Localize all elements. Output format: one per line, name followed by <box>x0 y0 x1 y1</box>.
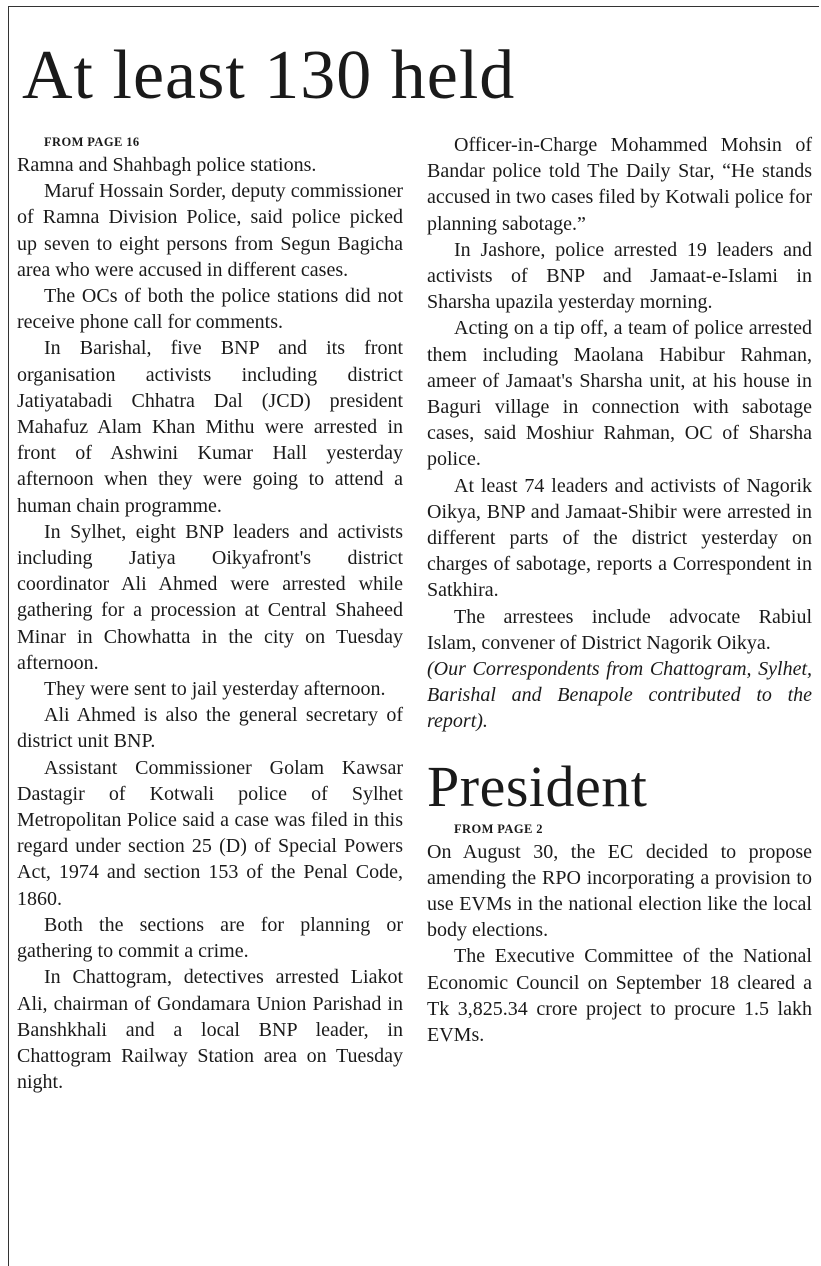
article-paragraph: The arrestees include advocate Rabiul Islam, convener of District Nagorik Oikya. <box>427 605 812 654</box>
from-page-label: FROM PAGE 2 <box>454 821 543 836</box>
article-paragraph: They were sent to jail yesterday afternoon. <box>44 678 386 701</box>
article-paragraph: Officer-in-Charge Mohammed Mohsin of Bandar police told The Daily Star, “He stands accused in two cases filed by Kotwali police for planning sabotage.” <box>427 134 812 235</box>
president-headline: President <box>427 753 648 819</box>
article-paragraph: The Executive Committee of the National Economic Council on September 18 cleared a Tk 3,825.34 crore project to procure 1.5 lakh EVMs. <box>427 945 812 1047</box>
article-paragraph: In Chattogram, detectives arrested Liakot Ali, chairman of Gondamara Union Parishad in Banshkhali and a local BNP leader, in Chattogram Railway Station area on Tuesday night. <box>17 966 403 1094</box>
article-paragraph: On August 30, the EC decided to propose amending the RPO incorporating a provision to use EVMs in the national election like the local body elections. <box>427 840 812 942</box>
article-paragraph: Ramna and Shahbagh police stations. <box>17 154 317 176</box>
article-paragraph: At least 74 leaders and activists of Nagorik Oikya, BNP and Jamaat-Shibir were arrested in different parts of the district yesterday on charges of sabotage, reports a Correspondent in Satkhira. <box>427 474 812 602</box>
article-paragraph: In Jashore, police arrested 19 leaders and activists of BNP and Jamaat-e-Islami in Sharsha upazila yesterday morning. <box>427 238 812 314</box>
article-paragraph: In Barishal, five BNP and its front organisation activists including district Jatiyatabadi Chhatra Dal (JCD) president Mahafuz Alam Khan Mithu were arrested in front of Ashwini Kumar Hall yesterday afternoon when they were going to attend a human chain programme. <box>17 337 403 517</box>
article-paragraph: Both the sections are for planning or gathering to commit a crime. <box>17 913 403 963</box>
article-paragraph: Maruf Hossain Sorder, deputy commissioner of Ramna Division Police, said police picked up seven to eight persons from Segun Bagicha area who were accused in different cases. <box>17 180 403 281</box>
article-paragraph: Acting on a tip off, a team of police arrested them including Maolana Habibur Rahman, ameer of Jamaat's Sharsha unit, at his house in Baguri village in connection with sabotage cases, said Moshiur Rahman, OC of Sharsha police. <box>427 317 812 471</box>
from-page-label: FROM PAGE 16 <box>44 135 140 149</box>
right-column <box>427 132 812 1048</box>
article-paragraph: Assistant Commissioner Golam Kawsar Dastagir of Kotwali police of Sylhet Metropolitan Police said a case was filed in this regard under section 25 (D) of Special Powers Act, 1974 and section 153 of the Penal Code, 1860. <box>17 756 403 910</box>
article-paragraph: Ali Ahmed is also the general secretary of district unit BNP. <box>17 704 403 753</box>
article-paragraph: In Sylhet, eight BNP leaders and activists including Jatiya Oikyafront's district coordinator Ali Ahmed were arrested while gathering for a procession at Central Shaheed Minar in Chowhatta in the city on Tuesday afternoon. <box>17 520 403 674</box>
article-headline: At least 130 held <box>22 37 516 114</box>
left-column <box>17 132 403 1095</box>
contribution-note: (Our Correspondents from Chattogram, Sylhet, Barishal and Benapole contributed to the report). <box>427 658 812 733</box>
article-paragraph: The OCs of both the police stations did not receive phone call for comments. <box>17 285 403 334</box>
